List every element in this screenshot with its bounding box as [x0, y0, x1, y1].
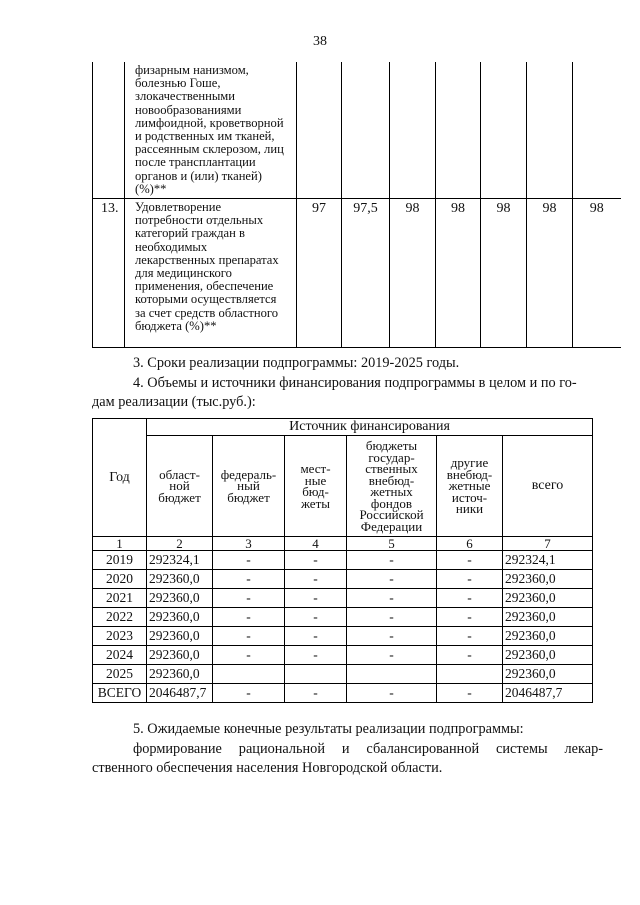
year-cell: 2022 — [93, 608, 147, 627]
row-number: 13. — [93, 199, 125, 348]
value-cell: - — [437, 570, 503, 589]
table-row — [93, 62, 621, 199]
index-cell: 5 — [347, 537, 437, 551]
value-cell: - — [347, 627, 437, 646]
col-header-text: мест- ные бюд- жеты — [300, 461, 331, 511]
table-cell — [573, 62, 621, 199]
value-cell — [437, 665, 503, 684]
indicator-value: 98 — [436, 199, 481, 348]
value-cell: - — [285, 684, 347, 703]
col-header-other — [437, 436, 503, 537]
year-cell: 2021 — [93, 589, 147, 608]
value-cell: 292324,1 — [503, 551, 593, 570]
table-row — [93, 665, 593, 684]
table-row — [93, 570, 593, 589]
value-cell: - — [285, 589, 347, 608]
indicator-value: 98 — [573, 199, 621, 348]
index-cell: 7 — [503, 537, 593, 551]
paragraph-results-text-cont: ственного обеспечения населения Новгородской области. — [92, 760, 443, 776]
indicator-value: 97 — [297, 199, 342, 348]
indicator-description: Удовлетворение потребности отдельных категорий граждан в необходимых лекарственных препаратах для медицинского применения, обеспечение которыми осуществляется за счет средств областного бюджета (%)** — [125, 199, 297, 348]
indicator-value: 98 — [481, 199, 527, 348]
year-cell: 2020 — [93, 570, 147, 589]
table-row — [93, 589, 593, 608]
paragraph-terms: 3. Сроки реализации подпрограммы: 2019-2025 годы. — [133, 355, 460, 371]
value-cell: 292360,0 — [147, 646, 213, 665]
value-cell: - — [213, 589, 285, 608]
value-cell: - — [347, 570, 437, 589]
value-cell: - — [213, 627, 285, 646]
value-cell: 292360,0 — [147, 608, 213, 627]
value-cell: - — [437, 608, 503, 627]
value-cell: - — [437, 646, 503, 665]
table-cell — [390, 62, 436, 199]
table-header-row — [93, 436, 593, 537]
value-cell: - — [285, 646, 347, 665]
value-cell: 292360,0 — [147, 665, 213, 684]
year-cell: 2019 — [93, 551, 147, 570]
value-cell: - — [285, 627, 347, 646]
value-cell: 292360,0 — [147, 570, 213, 589]
index-row — [93, 537, 593, 551]
index-cell: 1 — [93, 537, 147, 551]
value-cell: - — [347, 608, 437, 627]
value-cell: - — [437, 627, 503, 646]
value-cell: - — [437, 684, 503, 703]
value-cell: - — [213, 608, 285, 627]
col-header-text: бюджеты государ- ственных внебюд- жетных фондов Российской Федерации — [359, 438, 424, 534]
col-header-total — [503, 436, 593, 537]
col-header-state-funds — [347, 436, 437, 537]
index-cell: 4 — [285, 537, 347, 551]
value-cell: 2046487,7 — [147, 684, 213, 703]
year-cell: 2025 — [93, 665, 147, 684]
table-row — [93, 608, 593, 627]
value-cell — [285, 665, 347, 684]
financing-source-header: Источник финансирования — [147, 419, 593, 436]
value-cell: - — [285, 570, 347, 589]
table-row — [93, 646, 593, 665]
value-cell: 2046487,7 — [503, 684, 593, 703]
indicators-table-continuation — [92, 62, 621, 348]
col-header-text: другие внебюд- жетные источ- ники — [446, 455, 493, 517]
value-cell: - — [437, 551, 503, 570]
page-number: 38 — [313, 34, 327, 49]
table-cell — [342, 62, 390, 199]
financing-table — [92, 418, 593, 703]
col-header-regional — [147, 436, 213, 537]
table-row — [93, 684, 593, 703]
table-header-row — [93, 419, 593, 436]
value-cell: - — [213, 570, 285, 589]
paragraph-results-text: формирование рациональной и сбалансированной системы лекар- — [133, 741, 603, 757]
financing-table-body — [93, 551, 593, 703]
value-cell: - — [213, 646, 285, 665]
value-cell: - — [213, 551, 285, 570]
value-cell: 292360,0 — [147, 589, 213, 608]
paragraph-financing: 4. Объемы и источники финансирования подпрограммы в целом и по го- — [133, 375, 577, 391]
value-cell: - — [285, 608, 347, 627]
value-cell: - — [285, 551, 347, 570]
value-cell: 292360,0 — [503, 570, 593, 589]
value-cell: - — [437, 589, 503, 608]
value-cell: - — [347, 589, 437, 608]
table-cell — [436, 62, 481, 199]
value-cell: 292360,0 — [503, 589, 593, 608]
table-cell — [527, 62, 573, 199]
year-cell: ВСЕГО — [93, 684, 147, 703]
value-cell: 292360,0 — [503, 608, 593, 627]
paragraph-financing-cont: дам реализации (тыс.руб.): — [92, 394, 256, 410]
table-row — [93, 551, 593, 570]
value-cell: - — [347, 646, 437, 665]
col-header-text: всего — [531, 478, 564, 494]
index-cell: 6 — [437, 537, 503, 551]
table-row — [93, 199, 621, 348]
indicator-value: 98 — [390, 199, 436, 348]
value-cell: - — [213, 684, 285, 703]
year-cell: 2024 — [93, 646, 147, 665]
table-cell — [481, 62, 527, 199]
col-header-federal — [213, 436, 285, 537]
paragraph-results: 5. Ожидаемые конечные результаты реализации подпрограммы: — [133, 721, 524, 737]
table-cell — [297, 62, 342, 199]
value-cell: 292360,0 — [503, 646, 593, 665]
index-cell: 3 — [213, 537, 285, 551]
value-cell — [213, 665, 285, 684]
col-header-local — [285, 436, 347, 537]
value-cell: - — [347, 551, 437, 570]
value-cell: 292360,0 — [503, 627, 593, 646]
indicator-value: 97,5 — [342, 199, 390, 348]
col-header-text: федераль- ный бюджет — [220, 466, 277, 505]
indicator-value: 98 — [527, 199, 573, 348]
index-cell: 2 — [147, 537, 213, 551]
col-year-header: Год — [93, 419, 147, 537]
year-cell: 2023 — [93, 627, 147, 646]
value-cell: 292324,1 — [147, 551, 213, 570]
indicator-description: физарным нанизмом, болезнью Гоше, злокачественными новообразованиями лимфоидной, кроветворной и родственных им тканей, рассеянным склерозом, лиц после трансплантации органов и (или) тканей) (%)** — [125, 62, 297, 199]
value-cell: - — [347, 684, 437, 703]
col-header-text: област- ной бюджет — [158, 466, 201, 505]
value-cell: 292360,0 — [147, 627, 213, 646]
table-cell — [93, 62, 125, 199]
table-row — [93, 627, 593, 646]
value-cell: 292360,0 — [503, 665, 593, 684]
value-cell — [347, 665, 437, 684]
